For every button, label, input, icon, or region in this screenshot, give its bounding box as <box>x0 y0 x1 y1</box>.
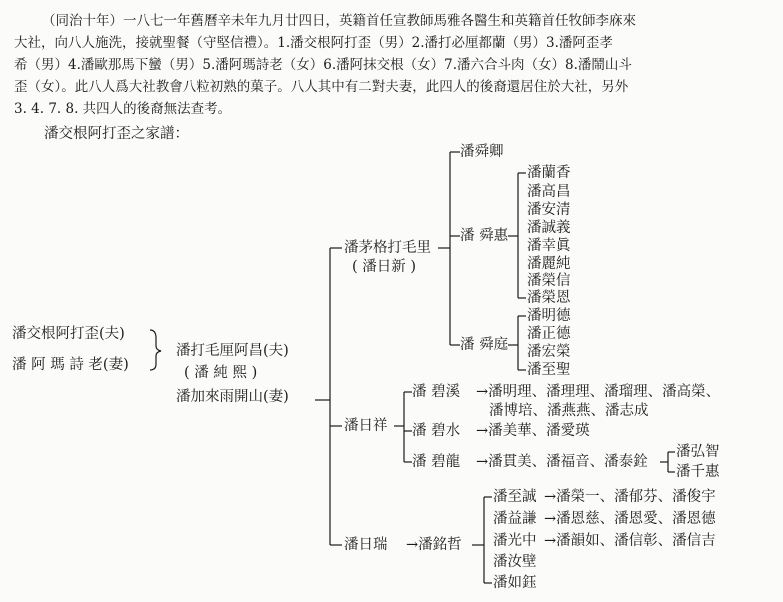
mingzhe-child: 潘益謙 <box>493 511 537 527</box>
mingzhe-child: 潘汝壁 <box>493 554 537 570</box>
gen3-son-1: 潘茅格打毛里 <box>344 240 431 256</box>
ancestor-husband: 潘交根阿打歪(夫) <box>12 326 125 342</box>
gen2-alias: ( 潘 純 熙 ) <box>184 365 258 381</box>
shunting-child: 潘至聖 <box>527 362 571 378</box>
shunhui-child: 潘誠義 <box>527 220 571 236</box>
ancestor-wife: 潘 阿 瑪 詩 老(妻) <box>12 357 129 373</box>
shunting-child: 潘宏榮 <box>527 344 571 360</box>
paragraph-line: 希（男）4.潘歐那馬下蠻（男）5.潘阿瑪詩老（女）6.潘阿抹交根（女）7.潘六合斗肉（女）8.潘鬧山斗 <box>14 57 632 73</box>
shunhui-child: 潘安清 <box>527 202 571 218</box>
taiquan-child: 潘弘智 <box>676 444 720 460</box>
paragraph-line: 歪（女）。此八人爲大社教會八粒初熟的菓子。八人其中有二對夫妻，此四人的後裔還居住於大社，另外 <box>14 79 629 95</box>
bixi-children-cont: 潘博培、潘燕燕、潘志成 <box>489 403 649 419</box>
gen4-shunhui: 潘 舜惠 <box>460 228 509 244</box>
gen3-son-2: 潘日祥 <box>344 418 388 434</box>
shunting-child: 潘正德 <box>527 326 571 342</box>
shunting-child: 潘明德 <box>527 308 571 324</box>
shunhui-child: 潘榮信 <box>527 273 571 289</box>
mingzhe-child: 潘至誠 <box>493 489 537 505</box>
paragraph-line: （同治十年）一八七一年舊曆辛未年九月廿四日，英籍首任宣教師馬雅各醫生和英籍首任牧師李庥來 <box>42 13 636 29</box>
gen3-son-3-child: →潘銘哲 <box>406 537 462 553</box>
gen4-shunting: 潘 舜庭 <box>460 337 509 353</box>
gen2-husband: 潘打毛厘阿昌(夫) <box>176 343 289 359</box>
shunhui-child: 潘幸眞 <box>527 238 571 254</box>
paragraph-line: 大社，向八人施洗，接就聖餐（守堅信禮）。1.潘交根阿打歪（男）2.潘打必厘都蘭（男）3.潘阿歪孝 <box>14 35 613 51</box>
rixiang-child-bixi: 潘 碧溪 <box>412 384 461 400</box>
bilong-children: →潘貫美、潘福音、潘泰銓 <box>476 454 648 470</box>
gen4-shunqing: 潘舜卿 <box>460 144 504 160</box>
gen3-son-3: 潘日瑞 <box>344 537 388 553</box>
shunhui-child: 潘榮恩 <box>527 290 571 306</box>
mingzhe-child: 潘如鈺 <box>493 575 537 591</box>
shunhui-child: 潘麗純 <box>527 256 571 272</box>
gen3-son-1-alias: ( 潘日新 ) <box>352 259 417 275</box>
shunhui-child: 潘蘭香 <box>527 165 571 181</box>
shunhui-child: 潘高昌 <box>527 184 571 200</box>
guangzhong-children: →潘韻如、潘信彰、潘信吉 <box>544 533 716 549</box>
paragraph-line: 3. 4. 7. 8. 共四人的後裔無法查考。 <box>14 101 232 117</box>
gen2-wife: 潘加來雨開山(妻) <box>176 389 289 405</box>
taiquan-child: 潘千惠 <box>676 464 720 480</box>
rixiang-child-bishui: 潘 碧水 <box>412 423 461 439</box>
family-tree-heading: 潘交根阿打歪之家譜： <box>44 126 189 142</box>
rixiang-child-bilong: 潘 碧龍 <box>412 454 461 470</box>
zhicheng-children: →潘榮一、潘郁芬、潘俊宇 <box>544 489 716 505</box>
yiqian-children: →潘恩慈、潘恩愛、潘恩德 <box>544 511 716 527</box>
bishui-children: →潘美華、潘愛瑛 <box>476 423 590 439</box>
bixi-children: →潘明理、潘理理、潘瑠理、潘高榮、 <box>476 384 721 400</box>
mingzhe-child: 潘光中 <box>493 533 537 549</box>
